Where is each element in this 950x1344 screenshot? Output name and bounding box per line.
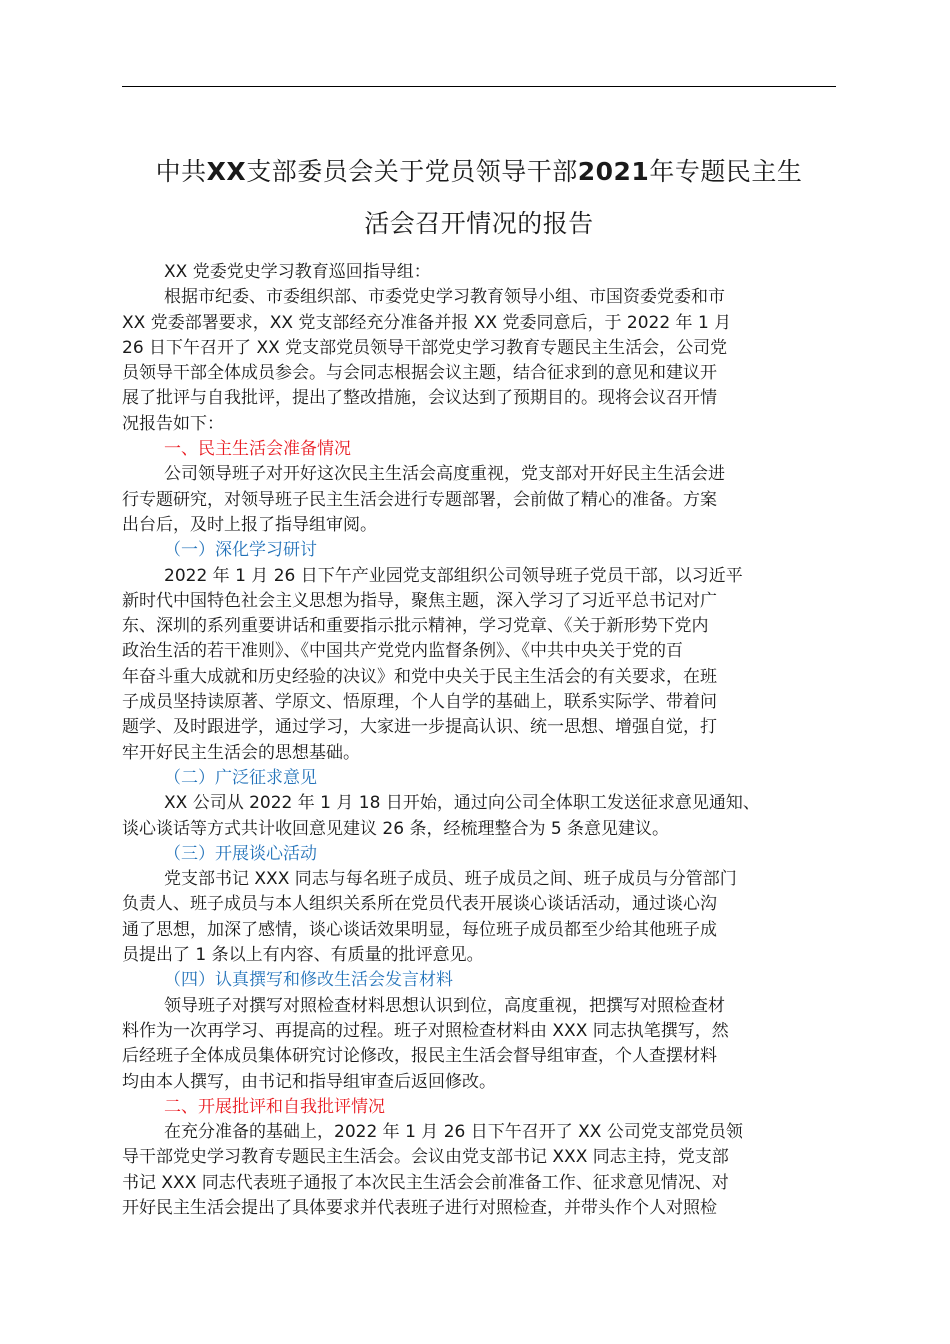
subsection-heading: （一）深化学习研讨	[164, 540, 317, 561]
paragraph-line: 政治生活的若干准则》、《中国共产党党内监督条例》、《中共中央关于党的百	[122, 641, 683, 662]
paragraph-line: 导干部党史学习教育专题民主生活会。会议由党支部书记 XXX 同志主持，党支部	[122, 1147, 729, 1168]
title-line-2: 活会召开情况的报告	[364, 209, 594, 238]
paragraph-line: 领导班子对撰写对照检查材料思想认识到位，高度重视，把撰写对照检查材	[164, 995, 725, 1016]
header-rule	[122, 86, 836, 87]
paragraph-line: 新时代中国特色社会主义思想为指导，聚焦主题，深入学习了习近平总书记对广	[122, 590, 717, 611]
paragraph-line: 员提出了 1 条以上有内容、有质量的批评意见。	[122, 945, 484, 966]
paragraph-line: 书记 XXX 同志代表班子通报了本次民主生活会会前准备工作、征求意见情况、对	[122, 1172, 729, 1193]
paragraph-line: 开好民主生活会提出了具体要求并代表班子进行对照检查，并带头作个人对照检	[122, 1197, 717, 1218]
document-body	[122, 260, 836, 1221]
paragraph-line: 后经班子全体成员集体研究讨论修改，报民主生活会督导组审查，个人查摆材料	[122, 1046, 717, 1067]
paragraph-line: XX 党委党史学习教育巡回指导组：	[164, 262, 431, 282]
paragraph-line: 题学、及时跟进学，通过学习，大家进一步提高认识、统一思想、增强自觉，打	[122, 717, 717, 738]
paragraph-line: 展了批评与自我批评，提出了整改措施，会议达到了预期目的。现将会议召开情	[122, 388, 717, 409]
paragraph-line: 料作为一次再学习、再提高的过程。班子对照检查材料由 XXX 同志执笔撰写，然	[122, 1020, 729, 1041]
section-heading: 二、开展批评和自我批评情况	[164, 1096, 385, 1117]
paragraph-line: 负责人、班子成员与本人组织关系所在党员代表开展谈心谈话活动，通过谈心沟	[122, 894, 717, 915]
paragraph-line: 根据市纪委、市委组织部、市委党史学习教育领导小组、市国资委党委和市	[164, 287, 725, 308]
paragraph-line: 牢开好民主生活会的思想基础。	[122, 742, 360, 763]
paragraph-line: 东、深圳的系列重要讲话和重要指示批示精神，学习党章、《关于新形势下党内	[122, 616, 709, 637]
subsection-heading: （二）广泛征求意见	[164, 767, 317, 788]
paragraph-line: 公司领导班子对开好这次民主生活会高度重视，党支部对开好民主生活会进	[164, 464, 725, 485]
subsection-heading: （四）认真撰写和修改生活会发言材料	[164, 970, 453, 991]
paragraph-line: XX 党委部署要求，XX 党支部经充分准备并报 XX 党委同意后，于 2022 年 1 月	[122, 312, 732, 333]
title-line-1: 中共XX支部委员会关于党员领导干部2021年专题民主生	[155, 157, 803, 186]
paragraph-line: 行专题研究，对领导班子民主生活会进行专题部署，会前做了精心的准备。方案	[122, 489, 717, 510]
paragraph-line: 均由本人撰写，由书记和指导组审查后返回修改。	[122, 1071, 496, 1092]
section-heading: 一、民主生活会准备情况	[164, 439, 351, 460]
paragraph-line: 2022 年 1 月 26 日下午产业园党支部组织公司领导班子党员干部，以习近平	[164, 565, 743, 586]
paragraph-line: 员领导干部全体成员参会。与会同志根据会议主题，结合征求到的意见和建议开	[122, 363, 717, 384]
document-title	[122, 146, 836, 250]
paragraph-line: 在充分准备的基础上，2022 年 1 月 26 日下午召开了 XX 公司党支部党员领	[164, 1122, 743, 1143]
paragraph-line: XX 公司从 2022 年 1 月 18 日开始，通过向公司全体职工发送征求意见通知、	[164, 793, 760, 814]
paragraph-line: 子成员坚持读原著、学原文、悟原理，个人自学的基础上，联系实际学、带着问	[122, 692, 717, 713]
paragraph-line: 通了思想，加深了感情，谈心谈话效果明显，每位班子成员都至少给其他班子成	[122, 919, 717, 940]
paragraph-line: 出台后，及时上报了指导组审阅。	[122, 514, 377, 535]
paragraph-line: 党支部书记 XXX 同志与每名班子成员、班子成员之间、班子成员与分管部门	[164, 869, 737, 890]
subsection-heading: （三）开展谈心活动	[164, 843, 317, 864]
paragraph-line: 况报告如下：	[122, 413, 224, 434]
paragraph-line: 26 日下午召开了 XX 党支部党员领导干部党史学习教育专题民主生活会，公司党	[122, 337, 728, 358]
paragraph-line: 年奋斗重大成就和历史经验的决议》和党中央关于民主生活会的有关要求，在班	[122, 666, 717, 687]
paragraph-line: 谈心谈话等方式共计收回意见建议 26 条，经梳理整合为 5 条意见建议。	[122, 818, 670, 839]
